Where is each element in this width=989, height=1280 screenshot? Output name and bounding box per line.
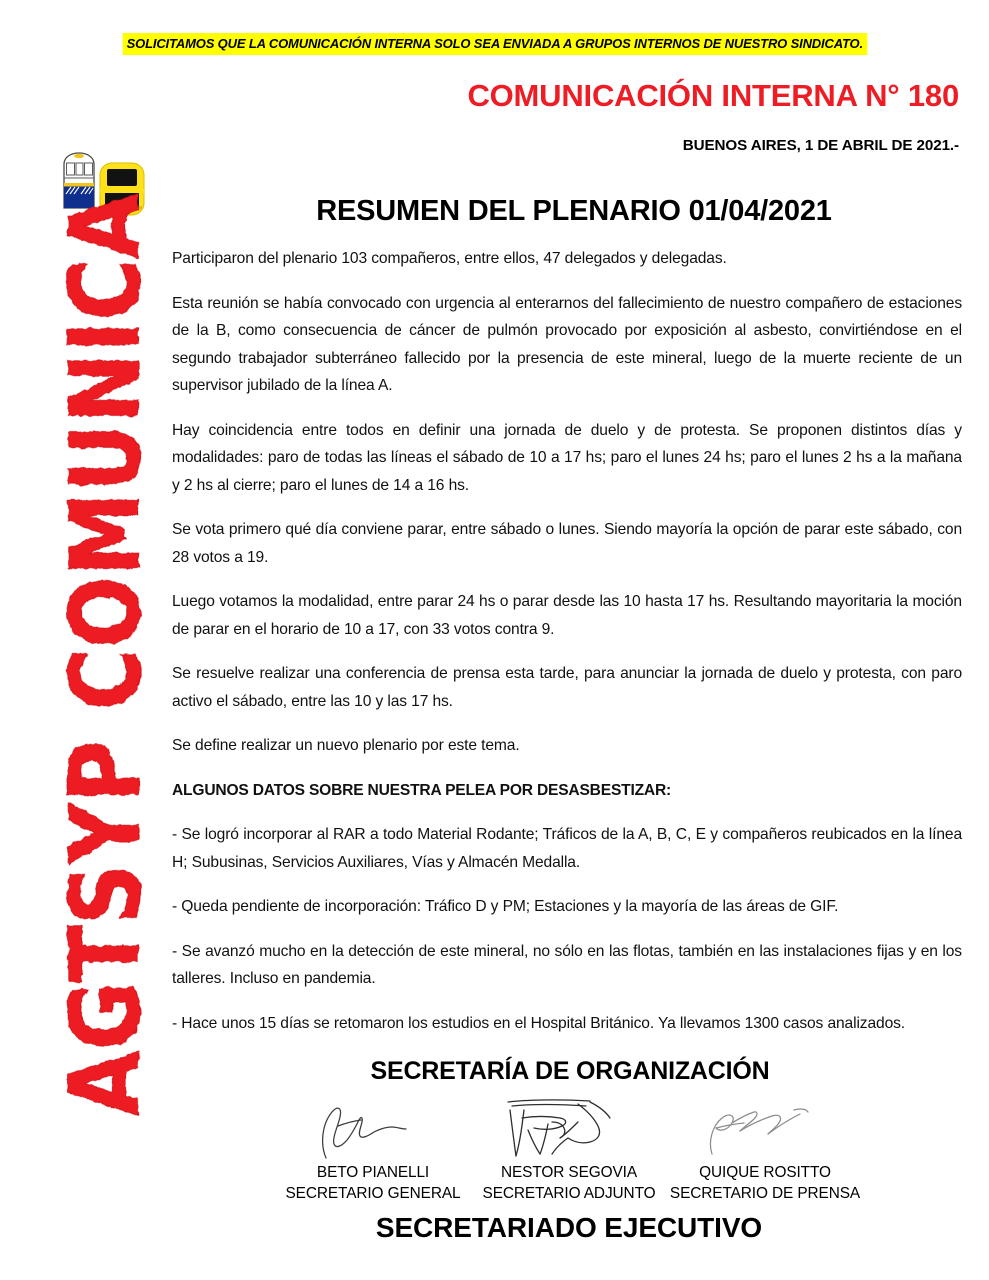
signatory-name: BETO PIANELLI [316, 1164, 430, 1181]
notice-banner [0, 33, 989, 55]
signatory-role: SECRETARIO DE PRENSA [669, 1185, 861, 1202]
page-title-communication-number: COMUNICACIÓN INTERNA N° 180 [467, 78, 959, 113]
document-title: RESUMEN DEL PLENARIO 01/04/2021 [316, 195, 832, 227]
bullet-paragraph: - Se avanzó mucho en la detección de este mineral, no sólo en las flotas, también en las instalaciones fijas y en los talleres. Incluso en pandemia. [172, 942, 962, 987]
notice-text: SOLICITAMOS QUE LA COMUNICACIÓN INTERNA SOLO SEA ENVIADA A GRUPOS INTERNOS DE NUESTRO SINDICATO. [122, 33, 866, 55]
signatory-role: SECRETARIO GENERAL [285, 1185, 461, 1202]
body-paragraph: Luego votamos la modalidad, entre parar 24 hs o parar desde las 10 hasta 17 hs. Resultando mayoritaria la moción de parar en el horario de 10 a 17, con 33 votos contra 9. [172, 593, 962, 638]
signature-rositto-icon [667, 1096, 863, 1162]
body-paragraph: Se vota primero qué día conviene parar, entre sábado o lunes. Siendo mayoría la opción de parar este sábado, con 28 votos a 19. [172, 521, 962, 566]
secretariado-ejecutivo-heading: SECRETARIADO EJECUTIVO [375, 1212, 763, 1243]
bullet-paragraph: - Queda pendiente de incorporación: Tráfico D y PM; Estaciones y la mayoría de las áreas de GIF. [172, 898, 839, 915]
body-paragraph: Se resuelve realizar una conferencia de prensa esta tarde, para anunciar la jornada de duelo y protesta, con paro activo el sábado, entre las 10 y las 17 hs. [172, 665, 962, 710]
signature-pianelli-icon [275, 1096, 471, 1162]
body-paragraph: Participaron del plenario 103 compañeros, entre ellos, 47 delegados y delegadas. [172, 250, 727, 267]
section-heading-datos: ALGUNOS DATOS SOBRE NUESTRA PELEA POR DESASBESTIZAR: [172, 781, 672, 799]
signature-row [172, 1096, 962, 1204]
brand-vertical-wordmark [50, 192, 162, 1116]
brand-vertical-text: AGTSYP COMUNICA [50, 192, 162, 1116]
dateline: BUENOS AIRES, 1 DE ABRIL DE 2021.- [682, 137, 959, 154]
signatory-name: QUIQUE ROSITTO [699, 1164, 831, 1181]
signature-block [275, 1096, 471, 1204]
signature-block [667, 1096, 863, 1204]
body-paragraph: Esta reunión se había convocado con urgencia al enterarnos del fallecimiento de nuestro compañero de estaciones de la B, como consecuencia de cáncer de pulmón provocado por exposición al asbesto, convirtiéndose en el segundo trabajador subterráneo fallecido por la presencia de este mineral, luego de la muerte reciente de un supervisor jubilado de la línea A. [172, 294, 962, 394]
signatory-name: NESTOR SEGOVIA [500, 1164, 637, 1181]
signature-block [471, 1096, 667, 1204]
body-paragraph: Hay coincidencia entre todos en definir una jornada de duelo y de protesta. Se proponen distintos días y modalidades: paro de todas las líneas el sábado de 10 a 17 hs; paro el lunes 24 hs; paro el lunes 2 hs a la mañana y 2 hs al cierre; paro el lunes de 14 a 16 hs. [172, 421, 962, 494]
bullet-paragraph: - Hace unos 15 días se retomaron los estudios en el Hospital Británico. Ya llevamos 1300 casos analizados. [172, 1014, 906, 1032]
document-content [172, 193, 962, 1244]
bullet-paragraph: - Se logró incorporar al RAR a todo Material Rodante; Tráficos de la A, B, C, E y compañeros reubicados en la línea H; Subusinas, Servicios Auxiliares, Vías y Almacén Medalla. [172, 826, 962, 871]
signature-segovia-icon [471, 1096, 667, 1162]
brand-column [0, 150, 162, 1116]
secretaria-organizacion-heading: SECRETARÍA DE ORGANIZACIÓN [370, 1057, 770, 1085]
body-paragraph: Se define realizar un nuevo plenario por este tema. [172, 737, 520, 754]
signatory-role: SECRETARIO ADJUNTO [482, 1185, 656, 1202]
